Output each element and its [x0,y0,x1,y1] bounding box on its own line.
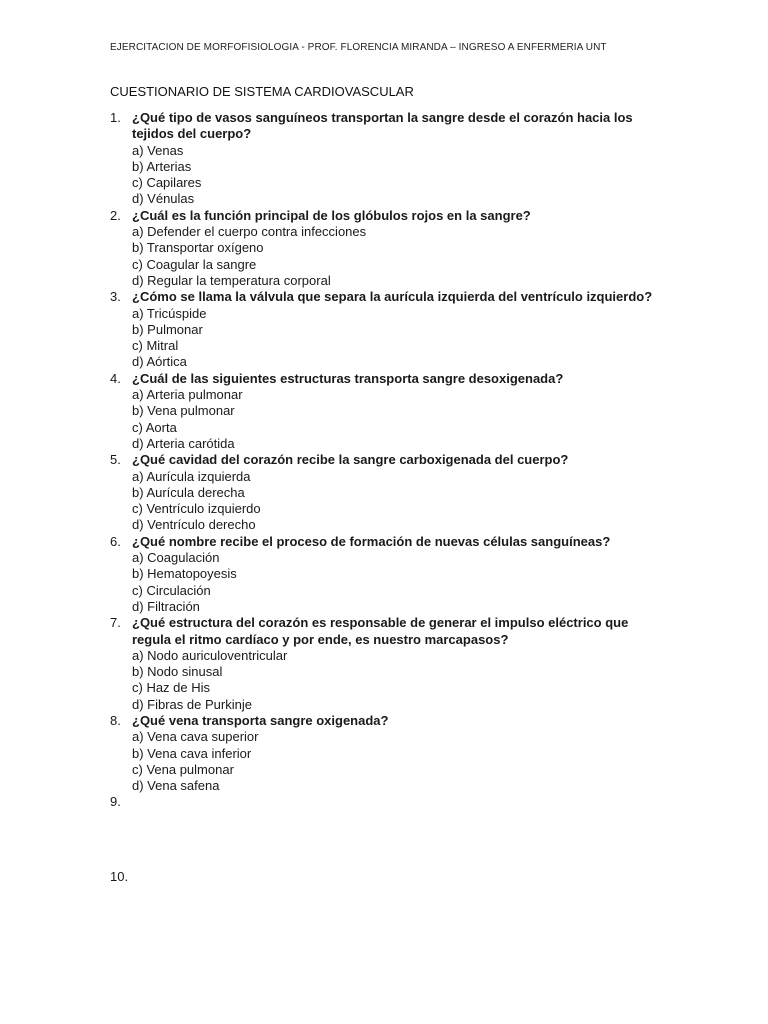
question-number: 6. [110,533,121,549]
question-number: 5. [110,452,121,468]
question-number: 1. [110,110,121,125]
answer-option: d) Vénulas [132,191,195,207]
answer-options [110,387,670,452]
answer-option: d) Filtración [132,598,200,614]
answer-options [110,469,670,534]
answer-option: c) Circulación [132,582,211,598]
question-number: 10. [110,869,129,885]
answer-options [110,306,670,371]
question-row [110,289,670,305]
question-text: ¿Qué cavidad del corazón recibe la sangre carboxigenada del cuerpo? [132,452,569,468]
answer-option: a) Arteria pulmonar [132,387,243,403]
answer-option: a) Venas [132,142,184,158]
question-text: ¿Cuál de las siguientes estructuras transporta sangre desoxigenada? [132,370,564,386]
answer-option: c) Haz de His [132,680,211,696]
answer-option: d) Aórtica [132,354,187,370]
answer-option: b) Vena cava inferior [132,745,252,761]
question-list [110,110,670,886]
answer-options [110,648,670,713]
page-title: CUESTIONARIO DE SISTEMA CARDIOVASCULAR [110,84,414,99]
answer-option: d) Regular la temperatura corporal [132,272,331,288]
answer-option: a) Defender el cuerpo contra infecciones [132,224,367,240]
question-row [110,869,670,885]
answer-options [110,729,670,794]
answer-options [110,224,670,289]
answer-option: c) Vena pulmonar [132,761,234,777]
question-number: 2. [110,207,121,223]
answer-option: b) Hematopoyesis [132,566,237,582]
answer-option: a) Nodo auriculoventricular [132,647,288,663]
answer-option: b) Vena pulmonar [132,403,235,419]
answer-option: c) Capilares [132,175,202,191]
answer-options [110,143,670,208]
question-row [110,794,670,810]
answer-option: a) Coagulación [132,550,220,566]
answer-option: b) Transportar oxígeno [132,240,264,256]
question-number: 3. [110,289,121,305]
answer-option: d) Vena safena [132,778,220,794]
question-item [110,289,670,370]
answer-options [110,550,670,615]
answer-option: c) Coagular la sangre [132,256,257,272]
page-header: EJERCITACION DE MORFOFISIOLOGIA - PROF. FLORENCIA MIRANDA – INGRESO A ENFERMERIA UNT [110,42,607,53]
answer-option: b) Aurícula derecha [132,484,245,500]
question-text [132,794,670,810]
question-row [110,713,670,729]
answer-option: a) Tricúspide [132,305,207,321]
question-item [110,110,670,208]
question-text: ¿Qué estructura del corazón es responsable de generar el impulso eléctrico que regula el ritmo cardíaco y por ende, es nuestro marcapasos? [132,615,629,647]
answer-option: c) Mitral [132,338,179,354]
question-item [110,713,670,794]
question-number: 9. [110,794,121,810]
question-row [110,208,670,224]
question-row [110,534,670,550]
question-row [110,110,670,143]
question-row [110,452,670,468]
answer-option: b) Nodo sinusal [132,664,223,680]
question-text: ¿Cuál es la función principal de los glóbulos rojos en la sangre? [132,207,531,223]
question-text: ¿Qué nombre recibe el proceso de formación de nuevas células sanguíneas? [132,533,611,549]
question-text: ¿Qué tipo de vasos sanguíneos transportan la sangre desde el corazón hacia los tejidos del cuerpo? [132,110,633,142]
answer-option: c) Aorta [132,419,177,435]
answer-option: a) Aurícula izquierda [132,468,251,484]
question-text: ¿Qué vena transporta sangre oxigenada? [132,712,389,728]
question-text: ¿Cómo se llama la válvula que separa la aurícula izquierda del ventrículo izquierdo? [132,289,653,305]
question-number: 4. [110,370,121,386]
answer-option: d) Arteria carótida [132,435,235,451]
answer-option: c) Ventrículo izquierdo [132,501,261,517]
answer-option: d) Ventrículo derecho [132,517,256,533]
question-item [110,534,670,615]
answer-option: b) Arterias [132,158,192,174]
question-item [110,794,670,869]
question-number: 7. [110,615,121,631]
question-item [110,869,670,885]
answer-option: a) Vena cava superior [132,729,259,745]
answer-option: d) Fibras de Purkinje [132,696,252,712]
question-row [110,371,670,387]
question-item [110,208,670,289]
question-number: 8. [110,712,121,728]
question-item [110,371,670,452]
question-item [110,452,670,533]
question-text [132,869,670,885]
question-item [110,615,670,713]
answer-option: b) Pulmonar [132,321,203,337]
question-row [110,615,670,648]
